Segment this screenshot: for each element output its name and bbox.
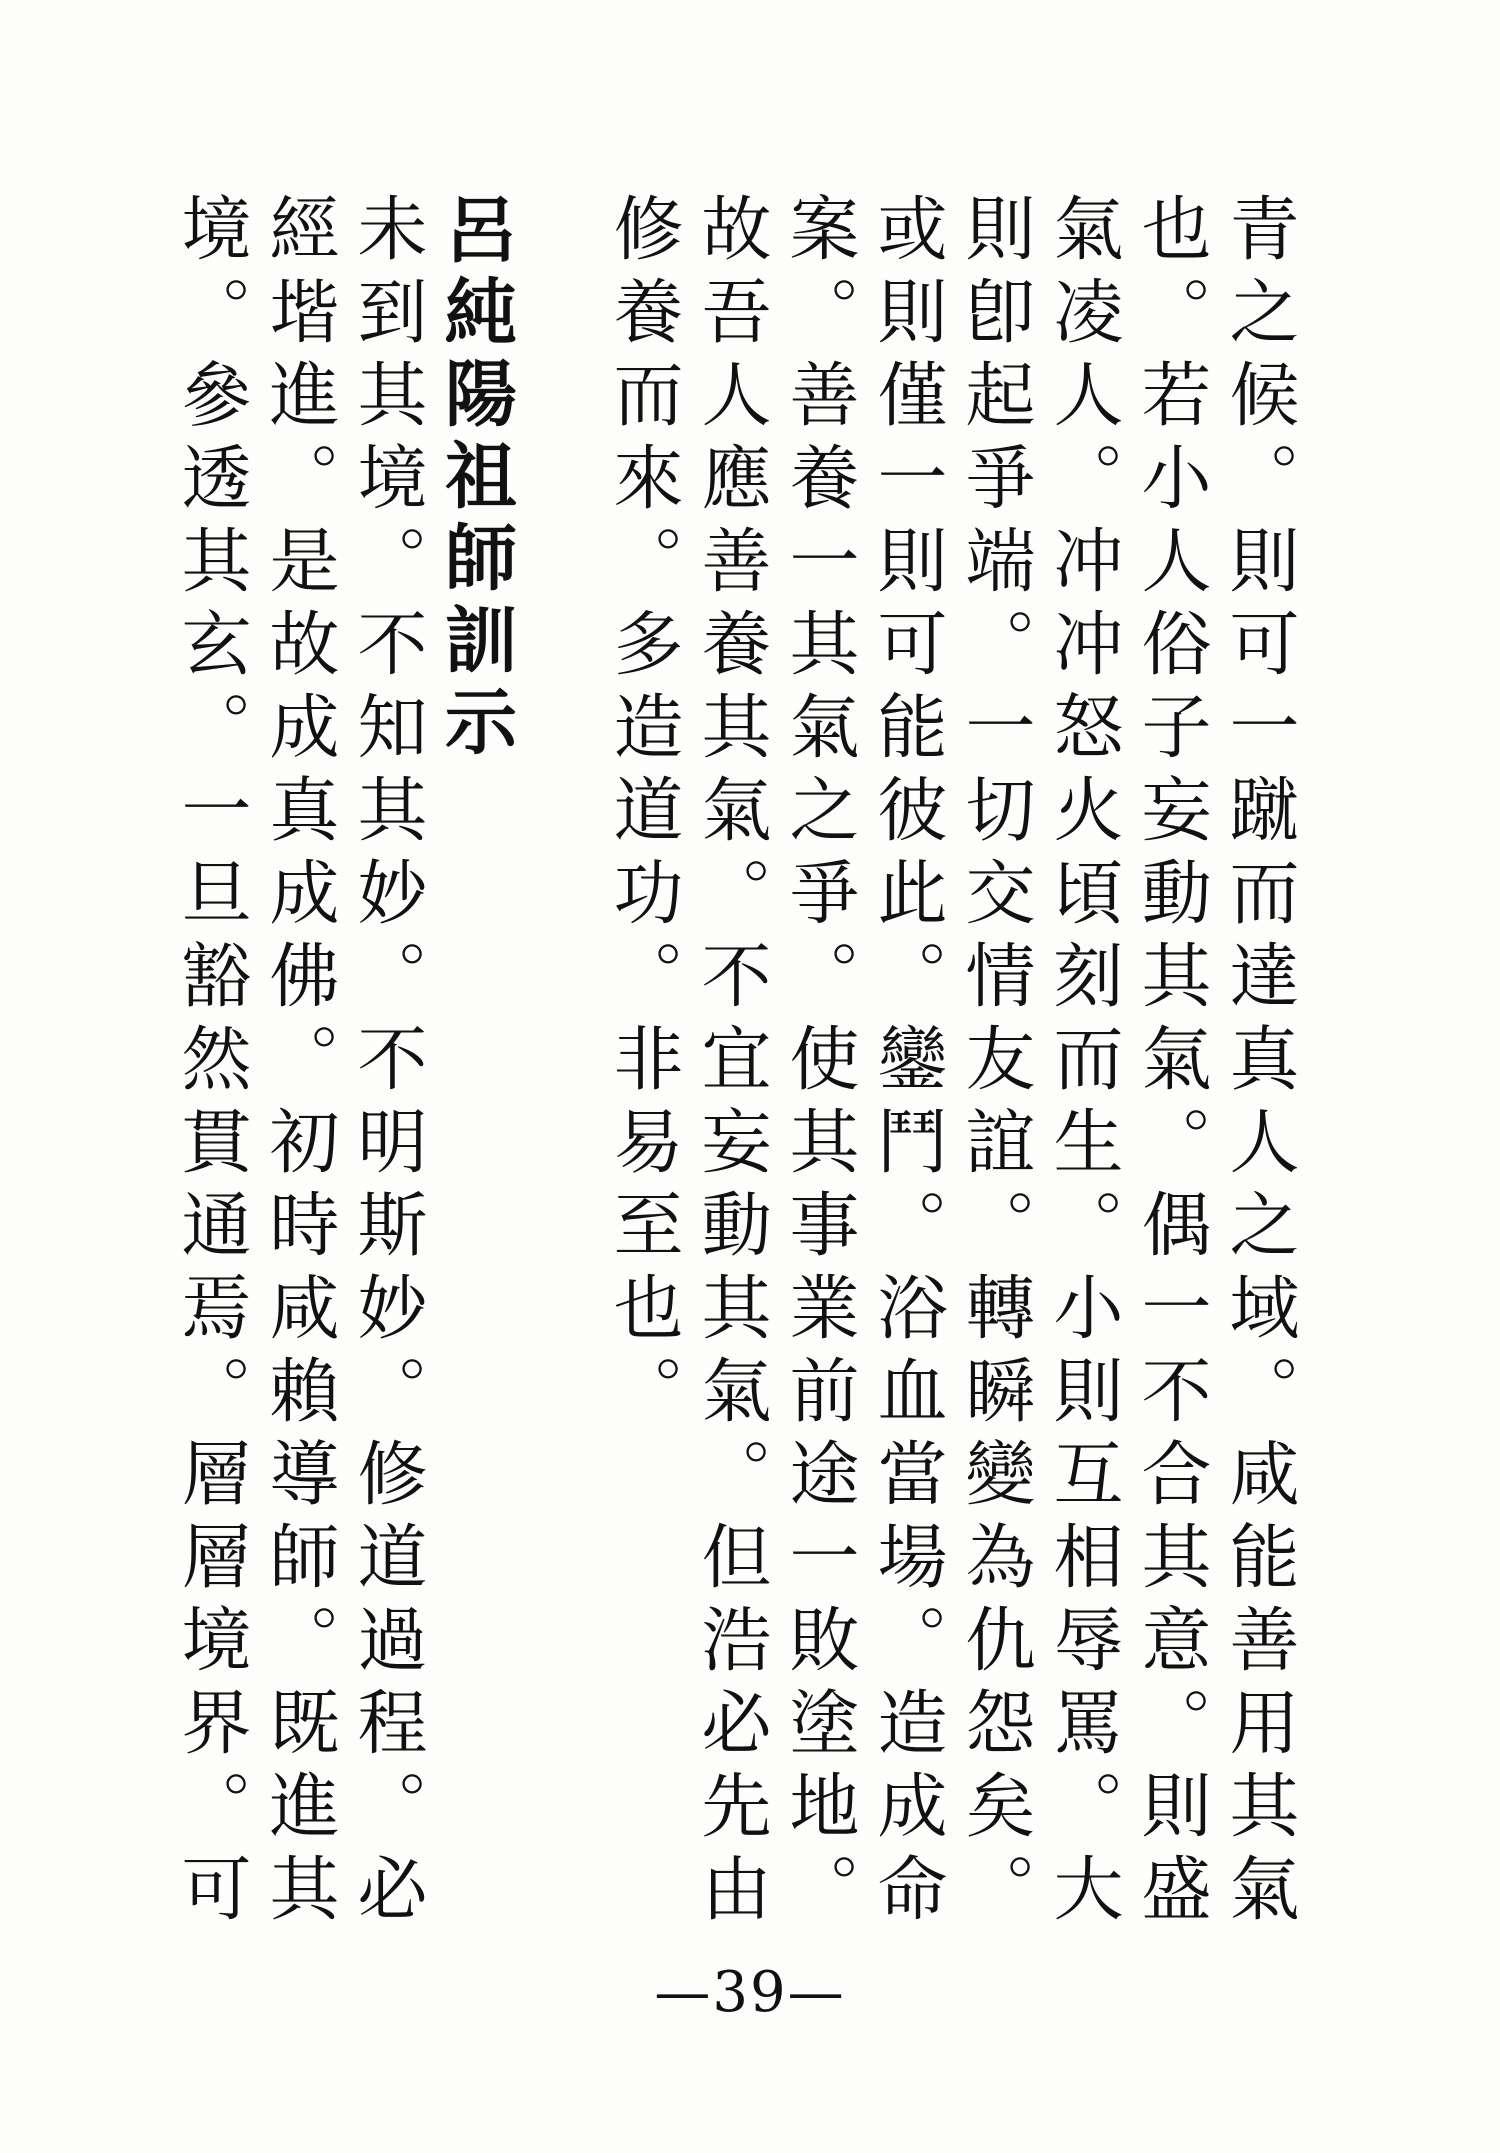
section-heading: 呂純陽祖師訓示 [433, 192, 517, 766]
vertical-text-block [148, 192, 1303, 1972]
paragraph-lu-chunyang-teaching: 未到其境。不知其妙。不明斯妙。修道過程。必經堦進。是故成真成佛。初時咸賴導師。既進其境。參透其玄。一旦豁然貫通焉。層層境界。可 [170, 192, 428, 1935]
column-gap [519, 192, 599, 1972]
page-number: —39— [654, 1960, 846, 2025]
paragraph-energy-cultivation: 青之候。則可一蹴而達真人之域。咸能善用其氣也。若小人俗子妄動其氣。偶一不合其意。則盛氣凌人。冲冲怒火頃刻而生。小則互相辱罵。大則卽起爭端。一切交情友誼。轉瞬變為仇怨矣。或則僅一則可能彼此。鑾鬥。浴血當場。造成命案。善養一其氣之爭。使其事業前途一敗塗地。故吾人應善養其氣。不宜妄動其氣。但浩必先由修養而來。多造道功。非易至也。 [602, 192, 1300, 1935]
